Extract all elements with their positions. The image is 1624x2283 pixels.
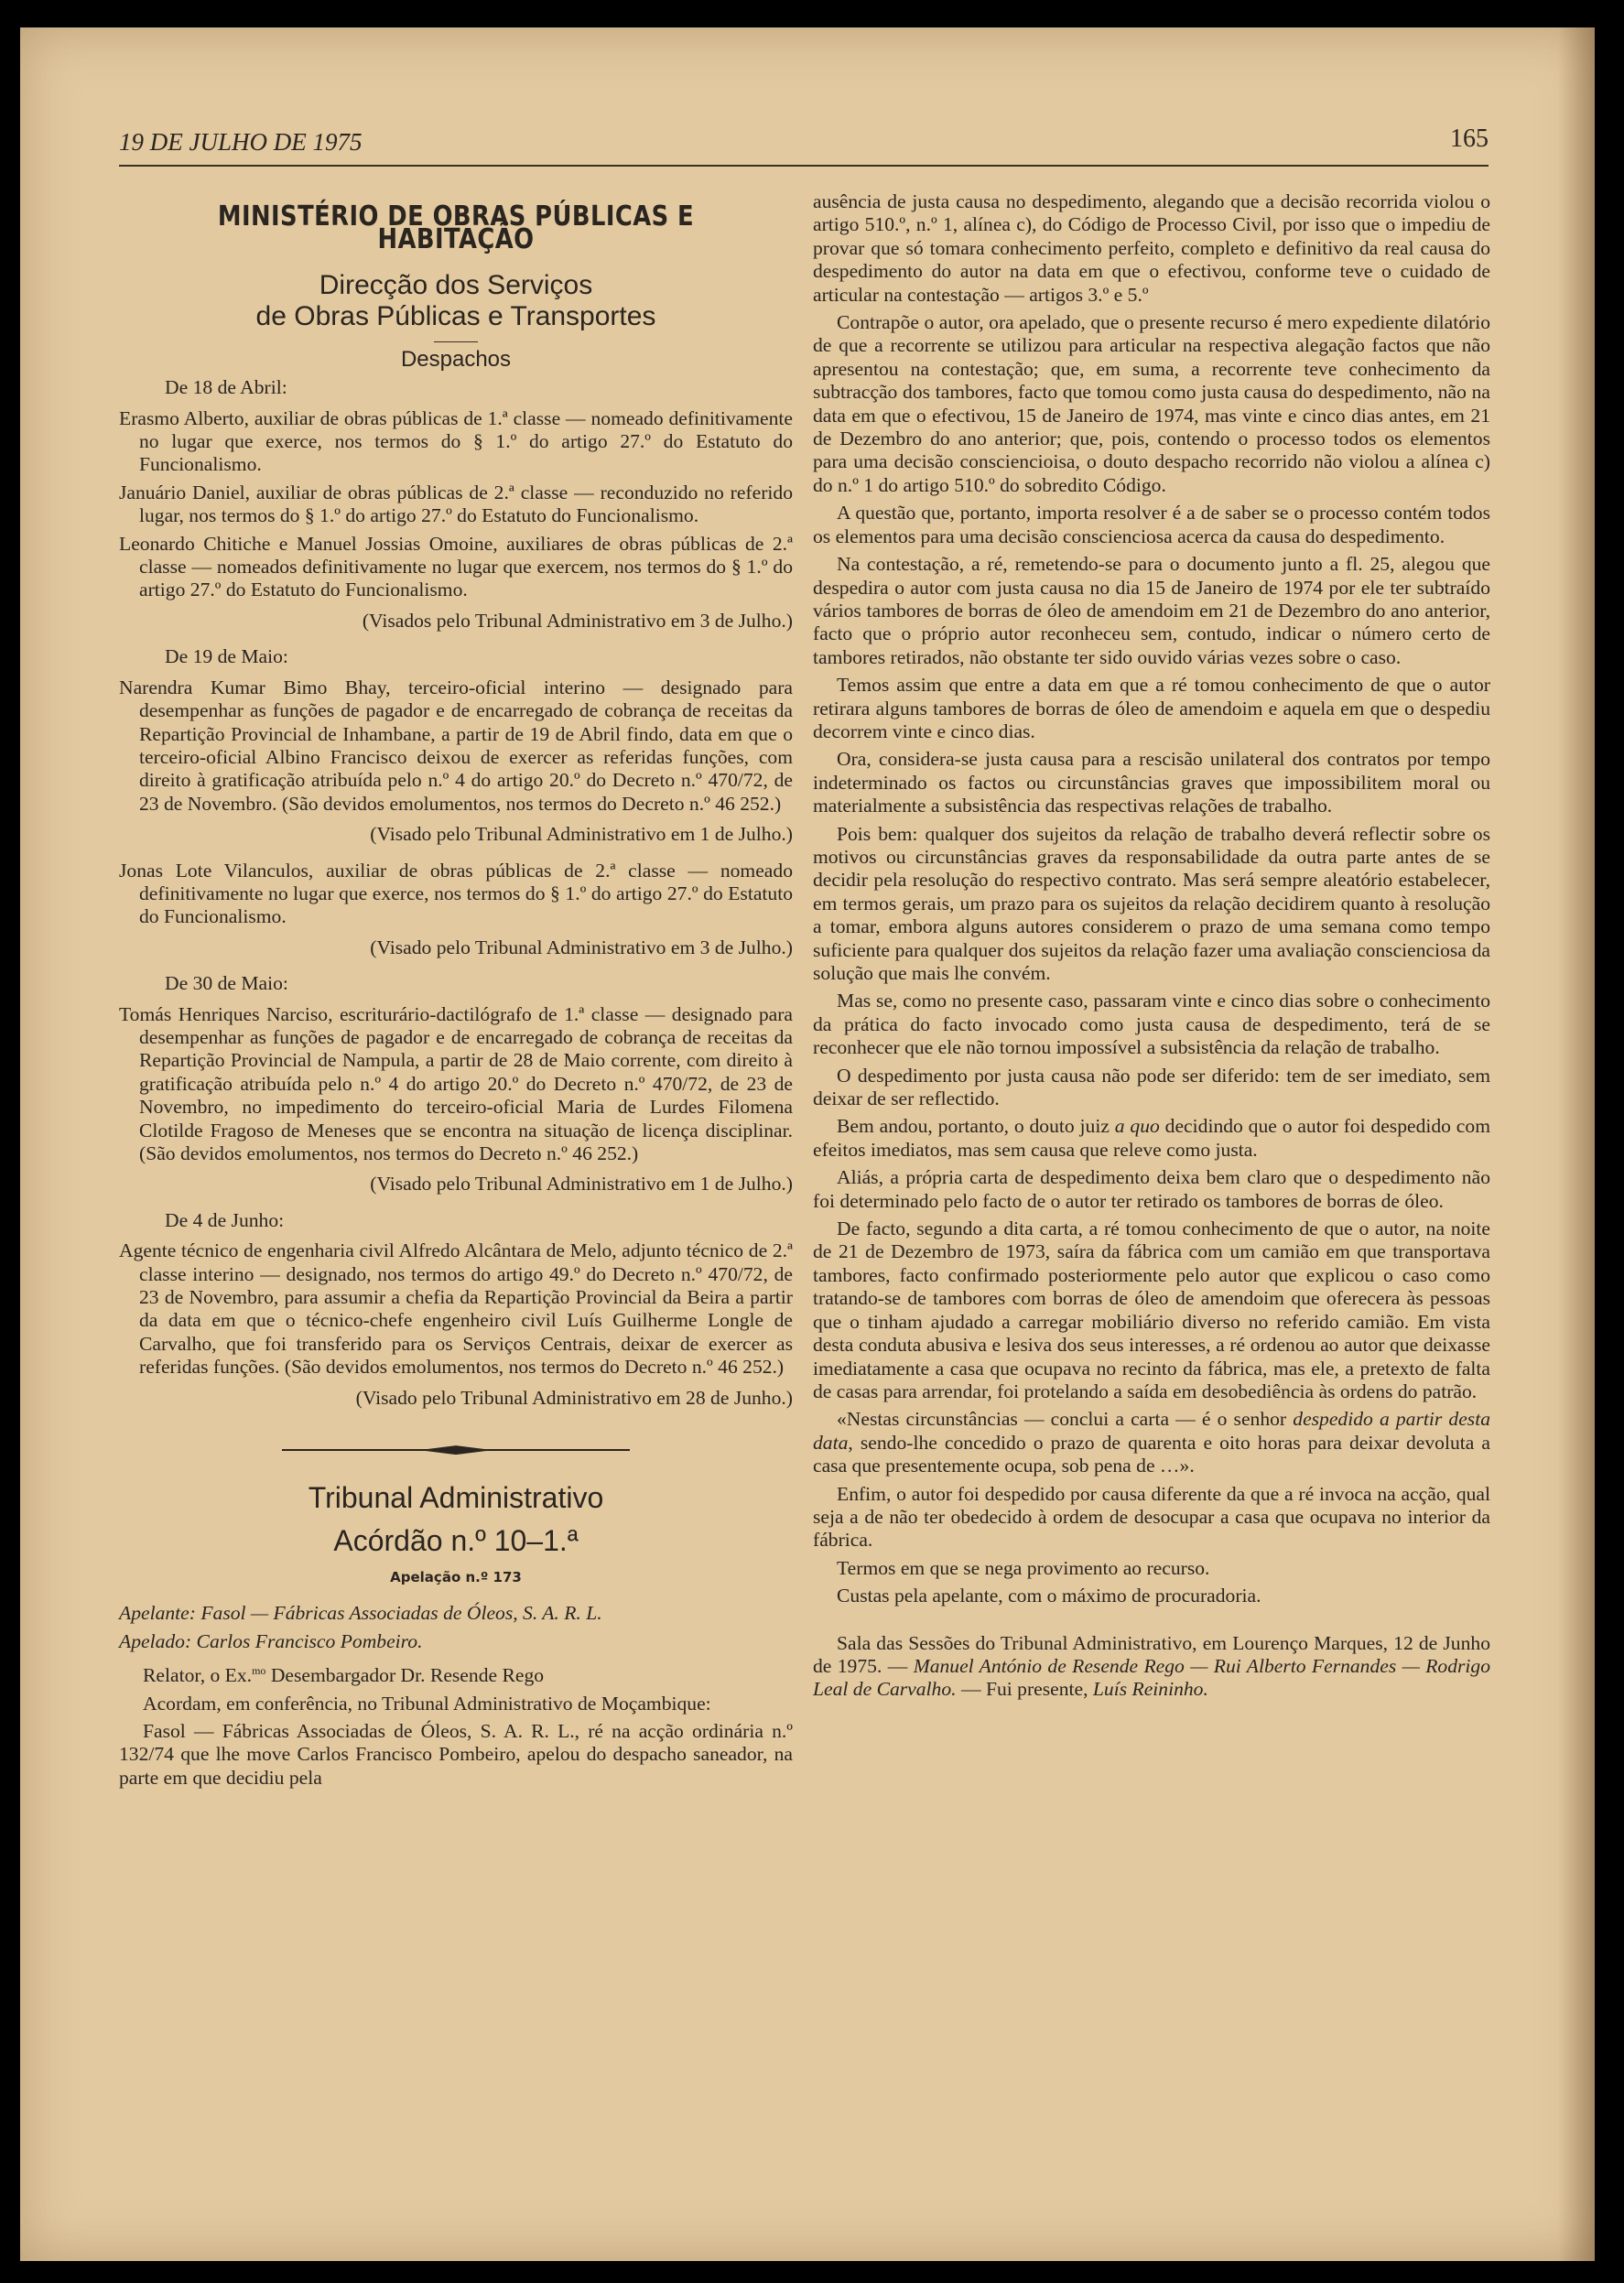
tribunal-heading: Tribunal Administrativo (308, 1481, 604, 1515)
date-heading: De 30 de Maio: (165, 972, 288, 995)
text-run: decidindo que o autor foi despedido com efeitos imediatos, mas sem causa que releve como justa. (813, 1115, 1490, 1161)
newspaper-page (20, 27, 1595, 2261)
despacho-item: Narendra Kumar Bimo Bhay, terceiro-oficial interino — designado para desempenhar as funções de pagador e de encarregado de cobrança de receitas da Repartição Provincial de Inhambane, a partir de 19 de Abril findo, data em que o terceiro-oficial Albino Francisco deixou de exercer as referidas funções, com direito à gratificação atribuída pelo n.º 4 do artigo 20.º do Decreto n.º 470/72, de 23 de Novembro. (São devidos emolumentos, nos termos do Decreto n.º 46 252.) (119, 676, 793, 815)
text-run: Sala das Sessões do Tribunal Administrativo, em Lourenço Marques, 12 de Junho de 1975. — (813, 1631, 1490, 1677)
acordao-heading: Acórdão n.º 10–1.ª (333, 1524, 579, 1558)
direction-heading (119, 270, 793, 332)
signatory-present: Luís Reininho. (1092, 1678, 1208, 1701)
despachos-heading: Despachos (400, 346, 512, 372)
body-paragraph: O despedimento por justa causa não pode ser diferido: tem de ser imediato, sem deixar de ser reflectido. (813, 1064, 1490, 1110)
header-date: 19 DE JULHO DE 1975 (119, 128, 363, 156)
body-paragraph: Enfim, o autor foi despedido por causa diferente da que a ré invoca na acção, qual seja a de não ter obedecido à ordem de desocupar a casa que ocupava no interior da fábrica. (813, 1482, 1490, 1552)
visa-note: (Visado pelo Tribunal Administrativo em 1 de Julho.) (370, 823, 793, 846)
page-spine-shadow (1558, 27, 1595, 2261)
body-paragraph: Pois bem: qualquer dos sujeitos da relação de trabalho deverá reflectir sobre os motivos ou circunstâncias graves da responsabilidade da outra parte antes de se decidir pela resolução do respectivo contrato. Mas será sempre aleatório estabelecer, em termos gerais, um prazo para os sujeitos da relação decidirem quanto à resolução a tomar, embora alguns autores considerem o prazo de uma semana como tempo suficiente para qualquer dos sujeitos da relação fazer uma avaliação conscienciosa da solução que mais lhe convém. (813, 822, 1490, 984)
body-paragraph: Acordam, em conferência, no Tribunal Administrativo de Moçambique: (143, 1692, 711, 1715)
visa-note: (Visados pelo Tribunal Administrativo em 3 de Julho.) (362, 609, 793, 632)
body-paragraph: Contrapõe o autor, ora apelado, que o presente recurso é mero expediente dilatório de que a recorrente se utilizou para articular na respectiva alegação factos que não apresentou na contestação; que, em suma, a recorrente teve conhecimento da subtracção dos tambores, facto que tomou como justa causa do despedimento, não na data em que o efectivou, 15 de Janeiro de 1974, mas vinte e cinco dias antes, em 21 de Dezembro do ano anterior; que, pois, contendo o processo todos os elementos para uma decisão consciencioisa, o douto despacho recorrido não violou a alínea c) do n.º 1 do artigo 510.º do sobredito Código. (813, 311, 1490, 496)
direction-line-1: Direcção dos Serviços (319, 269, 593, 300)
signatories: Manuel António de Resende Rego — Rui Alberto Fernandes — Rodrigo Leal de Carvalho. (813, 1654, 1490, 1701)
date-heading: De 19 de Maio: (165, 645, 288, 668)
body-paragraph: Na contestação, a ré, remetendo-se para o documento junto a fl. 25, alegou que despedira o autor com justa causa no dia 15 de Janeiro de 1974 por ele ter subtraído vários tambores de borras de óleo de amendoim em 21 de Dezembro do ano anterior, facto que o próprio autor reconheceu sem, contudo, indicar o número certo de tambores retirados, não obstante ter sido ouvido várias vezes sobre o caso. (813, 553, 1490, 668)
direction-line-2: de Obras Públicas e Transportes (255, 300, 656, 331)
italic-run: a quo (1114, 1115, 1160, 1138)
body-paragraph: Fasol — Fábricas Associadas de Óleos, S. A. R. L., ré na acção ordinária n.º 132/74 que lhe move Carlos Francisco Pombeiro, apelou do despacho saneador, na parte em que decidiu pela (119, 1719, 793, 1789)
page-number: 165 (1450, 124, 1489, 153)
body-paragraph (813, 1408, 1490, 1477)
body-paragraph: Termos em que se nega provimento ao recurso. (837, 1556, 1210, 1579)
despacho-item: Erasmo Alberto, auxiliar de obras públicas de 1.ª classe — nomeado definitivamente no lugar que exerce, nos termos do § 1.º do artigo 27.º do Estatuto do Funcionalismo. (119, 406, 793, 476)
body-paragraph: Custas pela apelante, com o máximo de procuradoria. (837, 1585, 1261, 1607)
apelado-line: Apelado: Carlos Francisco Pombeiro. (119, 1629, 423, 1652)
body-paragraph: Ora, considera-se justa causa para a rescisão unilateral dos contratos por tempo indeterminado os factos ou circunstâncias graves que impossibilitem moral ou materialmente a subsistência das respectivas relações de trabalho. (813, 748, 1490, 817)
italic-run: despedido a partir desta data (813, 1408, 1491, 1454)
relator-superscript: mo (252, 1663, 266, 1677)
visa-note: (Visado pelo Tribunal Administrativo em 1 de Julho.) (370, 1173, 793, 1196)
relator-text-end: Desembargador Dr. Resende Rego (265, 1664, 545, 1687)
left-column (119, 190, 793, 1794)
despacho-item: Jonas Lote Vilanculos, auxiliar de obras públicas de 2.ª classe — nomeado definitivamente no lugar que exerce, nos termos do § 1.º do artigo 27.º do Estatuto do Funcionalismo. (119, 859, 793, 928)
apelacao-label: Apelação n.º 173 (390, 1568, 522, 1585)
body-paragraph: Temos assim que entre a data em que a ré tomou conhecimento de que o autor retirara alguns tambores de borras de óleo de amendoim e aquela em que o despediu decorrem vinte e cinco dias. (813, 674, 1490, 742)
text-run: Bem andou, portanto, o douto juiz (837, 1115, 1115, 1138)
relator-text: Relator, o Ex. (143, 1664, 253, 1687)
body-paragraph: Aliás, a própria carta de despedimento deixa bem claro que o despedimento não foi determinado pelo facto de o autor ter retirado os tambores de borras de óleo. (813, 1166, 1490, 1212)
divider-diamond (419, 1445, 493, 1455)
body-paragraph: A questão que, portanto, importa resolver é a de saber se o processo contém todos os elementos para uma decisão conscienciosa acerca da causa do despedimento. (813, 502, 1490, 547)
apelante-line: Apelante: Fasol — Fábricas Associadas de Óleos, S. A. R. L. (119, 1602, 602, 1625)
right-column (813, 190, 1490, 1706)
body-paragraph: Mas se, como no presente caso, passaram vinte e cinco dias sobre o conhecimento da prática do facto invocado como justa causa de despedimento, terá de se reconhecer que ele não tornou impossível a subsistência da relação de trabalho. (813, 990, 1490, 1059)
despacho-item: Agente técnico de engenharia civil Alfredo Alcântara de Melo, adjunto técnico de 2.ª classe interino — designado, nos termos do artigo 49.º do Decreto n.º 470/72, de 23 de Novembro, para assumir a chefia da Repartição Provincial da Beira a partir da data em que o técnico-chefe engenheiro civil Luís Guilherme Longle de Carvalho, que foi transferido para os Serviços Centrais, deixar de exercer as referidas funções. (São devidos emolumentos, nos termos do Decreto n.º 46 252.) (119, 1239, 793, 1379)
visa-note: (Visado pelo Tribunal Administrativo em 3 de Julho.) (370, 936, 793, 958)
relator-line (119, 1664, 793, 1687)
text-run: , sendo-lhe concedido o prazo de quarenta e oito horas para deixar devoluta a casa que presentemente ocupa, sob pena de …». (813, 1431, 1490, 1477)
date-heading: De 4 de Junho: (165, 1208, 285, 1231)
despacho-item: Leonardo Chitiche e Manuel Jossias Omoine, auxiliares de obras públicas de 2.ª classe — nomeados definitivamente no lugar que exercem, nos termos do § 1.º do artigo 27.º do Estatuto do Funcionalismo. (119, 532, 793, 601)
despacho-item: Tomás Henriques Narciso, escriturário-dactilógrafo de 1.ª classe — designado para desempenhar as funções de pagador e de encarregado de cobrança de receitas da Repartição Provincial de Nampula, a partir de 28 de Maio corrente, com direito à gratificação atribuída pelo n.º 4 do artigo 20.º do Decreto n.º 470/72, de 23 de Novembro, no impedimento do terceiro-oficial Maria de Lurdes Filomena Clotilde Fragoso de Meneses que se encontra na situação de licença disciplinar. (São devidos emolumentos, nos termos do Decreto n.º 46 252.) (119, 1002, 793, 1164)
ministry-heading: MINISTÉRIO DE OBRAS PÚBLICAS E HABITAÇÃO (217, 200, 695, 256)
text-run: — Fui presente, (956, 1678, 1093, 1701)
despacho-item: Januário Daniel, auxiliar de obras públicas de 2.ª classe — reconduzido no referido lugar, nos termos do § 1.º do artigo 27.º do Estatuto do Funcionalismo. (119, 481, 793, 527)
short-rule (434, 341, 478, 342)
closing-paragraph (813, 1632, 1490, 1702)
body-paragraph (813, 1115, 1490, 1162)
text-run: «Nestas circunstâncias — conclui a carta — é o senhor (837, 1408, 1294, 1431)
ornamental-divider (282, 1441, 630, 1459)
visa-note: (Visado pelo Tribunal Administrativo em 28 de Junho.) (355, 1386, 793, 1409)
body-paragraph: De facto, segundo a dita carta, a ré tomou conhecimento de que o autor, na noite de 21 de Dezembro de 1973, saíra da fábrica com um camião em que transportava tambores, facto confirmado posteriormente pelo autor que explicou o caso como tratando-se de tambores com borras de óleo de amendoim que oferecera às pessoas que o tinham ajudado a carregar mobiliário diverso no referido camião. Em vista desta conduta abusiva e lesiva dos seus interesses, a ré ordenou ao autor que deixasse imediatamente a casa que ocupava no recinto da fábrica, mas ele, a pretexto de falta de casas para arrendar, foi protelando a saída em desobediência às ordens do patrão. (813, 1217, 1490, 1402)
body-paragraph: ausência de justa causa no despedimento, alegando que a decisão recorrida violou o artigo 510.º, n.º 1, alínea c), do Código de Processo Civil, por isso que o impediu de provar que só tomara conhecimento perfeito, completo e definitivo da real causa do despedimento do autor na data em que o efectivou, conforme teve o cuidado de articular na contestação — artigos 3.º e 5.º (813, 190, 1490, 306)
page-header (119, 124, 1489, 167)
date-heading: De 18 de Abril: (165, 376, 287, 399)
